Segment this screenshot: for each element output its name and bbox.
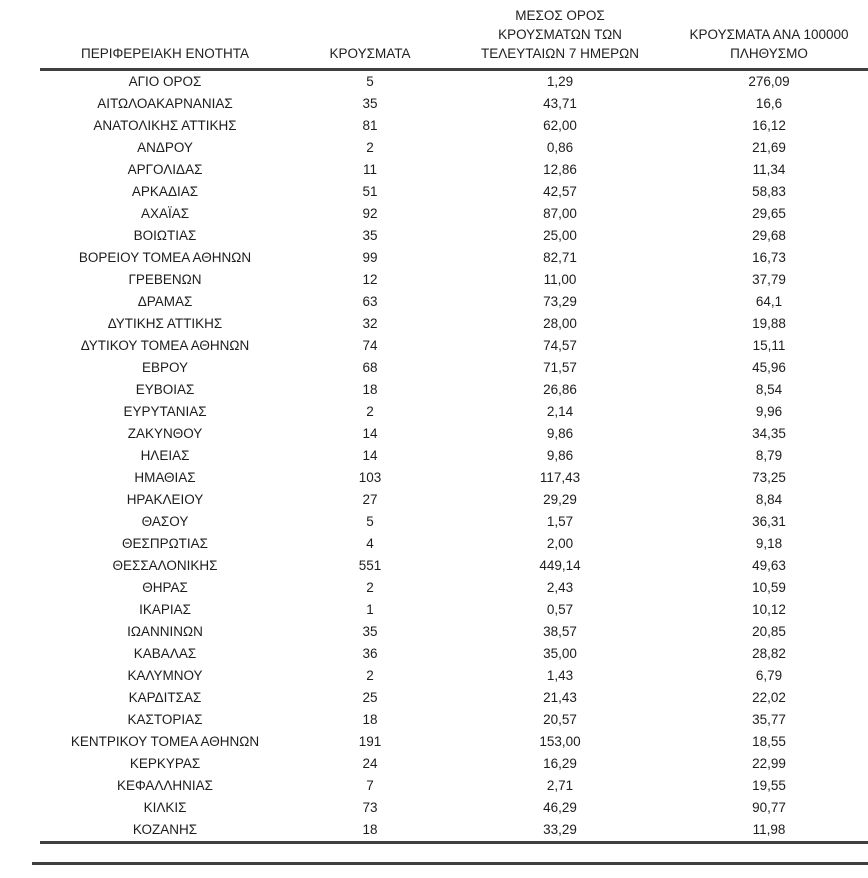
avg7-cell: 73,29 [543, 294, 577, 309]
per100k-cell: 18,55 [752, 734, 786, 749]
table-row [40, 731, 868, 753]
col-header-avg7 [450, 6, 670, 70]
col-header-per100k [670, 6, 868, 70]
col-header-avg7-line2: ΚΡΟΥΣΜΑΤΩΝ ΤΩΝ [498, 27, 622, 42]
avg7-cell: 71,57 [543, 360, 577, 375]
col-header-avg7-line1: ΜΕΣΟΣ ΟΡΟΣ [515, 8, 605, 23]
avg7-cell: 20,57 [543, 712, 577, 727]
avg7-cell: 449,14 [539, 558, 581, 573]
per100k-cell: 58,83 [752, 184, 786, 199]
table-row [40, 357, 868, 379]
table-row [40, 291, 868, 313]
region-cell: ΘΗΡΑΣ [142, 580, 188, 595]
cases-cell: 7 [366, 778, 374, 793]
per100k-cell: 8,84 [755, 492, 783, 507]
table-row [40, 555, 868, 577]
per100k-cell: 276,09 [748, 74, 790, 89]
avg7-cell: 25,00 [543, 228, 577, 243]
region-cell: ΙΩΑΝΝΙΝΩΝ [127, 624, 203, 639]
cases-cell: 32 [362, 316, 378, 331]
cases-cell: 551 [358, 558, 382, 573]
avg7-cell: 26,86 [543, 382, 577, 397]
per100k-cell: 21,69 [752, 140, 786, 155]
cases-cell: 5 [366, 74, 374, 89]
table-row [40, 181, 868, 203]
avg7-cell: 62,00 [543, 118, 577, 133]
table-row [40, 577, 868, 599]
per100k-cell: 16,73 [752, 250, 786, 265]
region-cell: ΚΑΡΔΙΤΣΑΣ [128, 690, 202, 705]
cases-cell: 36 [362, 646, 378, 661]
cases-cell: 4 [366, 536, 374, 551]
bottom-rule [32, 862, 868, 865]
cases-cell: 12 [362, 272, 378, 287]
per100k-cell: 45,96 [752, 360, 786, 375]
col-header-per100k-line2: ΠΛΗΘΥΣΜΟ [730, 46, 808, 61]
region-cell: ΕΥΒΟΙΑΣ [135, 382, 195, 397]
region-cell: ΕΒΡΟΥ [141, 360, 189, 375]
region-cell: ΑΓΙΟ ΟΡΟΣ [128, 74, 202, 89]
per100k-cell: 20,85 [752, 624, 786, 639]
table-row [40, 401, 868, 423]
region-cell: ΘΕΣΣΑΛΟΝΙΚΗΣ [112, 558, 218, 573]
region-cell: ΗΛΕΙΑΣ [140, 448, 190, 463]
avg7-cell: 82,71 [543, 250, 577, 265]
per100k-cell: 8,54 [755, 382, 783, 397]
avg7-cell: 46,29 [543, 800, 577, 815]
table-row [40, 379, 868, 401]
cases-cell: 35 [362, 228, 378, 243]
avg7-cell: 28,00 [543, 316, 577, 331]
table-row [40, 335, 868, 357]
table-row [40, 203, 868, 225]
region-cell: ΙΚΑΡΙΑΣ [139, 602, 191, 617]
per100k-cell: 9,18 [755, 536, 783, 551]
col-header-region-label: ΠΕΡΙΦΕΡΕΙΑΚΗ ΕΝΟΤΗΤΑ [80, 46, 250, 61]
region-cell: ΚΕΦΑΛΛΗΝΙΑΣ [116, 778, 214, 793]
per100k-cell: 22,02 [752, 690, 786, 705]
region-cell: ΗΡΑΚΛΕΙΟΥ [126, 492, 204, 507]
region-cell: ΔΥΤΙΚΟΥ ΤΟΜΕΑ ΑΘΗΝΩΝ [80, 338, 250, 353]
avg7-cell: 74,57 [543, 338, 577, 353]
cases-cell: 68 [362, 360, 378, 375]
avg7-cell: 87,00 [543, 206, 577, 221]
region-cell: ΑΡΚΑΔΙΑΣ [131, 184, 199, 199]
avg7-cell: 117,43 [539, 470, 581, 485]
cases-cell: 35 [362, 96, 378, 111]
table-row [40, 445, 868, 467]
cases-cell: 24 [362, 756, 378, 771]
col-header-cases [290, 6, 450, 70]
cases-cell: 191 [358, 734, 382, 749]
per100k-cell: 49,63 [752, 558, 786, 573]
per100k-cell: 35,77 [752, 712, 786, 727]
table-row [40, 687, 868, 709]
table-row [40, 489, 868, 511]
per100k-cell: 36,31 [752, 514, 786, 529]
avg7-cell: 0,86 [546, 140, 574, 155]
avg7-cell: 42,57 [543, 184, 577, 199]
table-row [40, 775, 868, 797]
region-cell: ΑΝΑΤΟΛΙΚΗΣ ΑΤΤΙΚΗΣ [93, 118, 237, 133]
cases-cell: 25 [362, 690, 378, 705]
per100k-cell: 11,34 [752, 162, 786, 177]
table-row [40, 709, 868, 731]
table-row [40, 797, 868, 819]
avg7-cell: 2,14 [546, 404, 574, 419]
table-row [40, 115, 868, 137]
col-header-cases-label: ΚΡΟΥΣΜΑΤΑ [329, 46, 411, 61]
cases-cell: 99 [362, 250, 378, 265]
col-header-region [40, 6, 290, 70]
cases-cell: 18 [362, 382, 378, 397]
avg7-cell: 153,00 [539, 734, 581, 749]
table-header [40, 6, 868, 70]
cases-cell: 1 [366, 602, 374, 617]
table-row [40, 665, 868, 687]
region-cell: ΚΑΛΥΜΝΟΥ [127, 668, 203, 683]
avg7-cell: 12,86 [543, 162, 577, 177]
per100k-cell: 64,1 [755, 294, 783, 309]
per100k-cell: 9,96 [755, 404, 783, 419]
table-row [40, 70, 868, 94]
cases-cell: 5 [366, 514, 374, 529]
cases-cell: 11 [362, 162, 377, 177]
avg7-cell: 9,86 [546, 448, 574, 463]
cases-cell: 2 [366, 668, 374, 683]
per100k-cell: 10,59 [752, 580, 786, 595]
avg7-cell: 2,00 [546, 536, 574, 551]
avg7-cell: 9,86 [546, 426, 574, 441]
region-cell: ΑΝΔΡΟΥ [137, 140, 193, 155]
per100k-cell: 28,82 [752, 646, 786, 661]
table-row [40, 819, 868, 843]
table-row [40, 93, 868, 115]
avg7-cell: 43,71 [543, 96, 577, 111]
per100k-cell: 73,25 [752, 470, 786, 485]
per100k-cell: 34,35 [752, 426, 786, 441]
table-row [40, 599, 868, 621]
per100k-cell: 11,98 [670, 819, 868, 843]
cases-cell: 74 [362, 338, 378, 353]
per100k-cell: 6,79 [755, 668, 783, 683]
per100k-cell: 16,12 [752, 118, 786, 133]
table-row [40, 159, 868, 181]
region-cell: ΑΧΑΪΑΣ [140, 206, 190, 221]
cases-cell: 18 [290, 819, 450, 843]
table-row [40, 621, 868, 643]
region-cell: ΖΑΚΥΝΘΟΥ [127, 426, 203, 441]
cases-cell: 81 [362, 118, 378, 133]
region-cell: ΚΕΝΤΡΙΚΟΥ ΤΟΜΕΑ ΑΘΗΝΩΝ [70, 734, 260, 749]
per100k-cell: 19,55 [752, 778, 786, 793]
col-header-avg7-line3: ΤΕΛΕΥΤΑΙΩΝ 7 ΗΜΕΡΩΝ [481, 46, 639, 61]
per100k-cell: 10,12 [752, 602, 786, 617]
per100k-cell: 15,11 [752, 338, 786, 353]
cases-table [40, 6, 868, 844]
col-header-per100k-line1: ΚΡΟΥΣΜΑΤΑ ΑΝΑ 100000 [689, 27, 849, 42]
table-row [40, 313, 868, 335]
region-cell: ΒΟΙΩΤΙΑΣ [133, 228, 197, 243]
region-cell: ΗΜΑΘΙΑΣ [134, 470, 196, 485]
table-row [40, 533, 868, 555]
avg7-cell: 2,43 [546, 580, 574, 595]
region-cell: ΓΡΕΒΕΝΩΝ [128, 272, 202, 287]
region-cell: ΘΑΣΟΥ [141, 514, 189, 529]
header-row [40, 6, 868, 70]
per100k-cell: 8,79 [755, 448, 783, 463]
avg7-cell: 33,29 [450, 819, 670, 843]
region-cell: ΕΥΡΥΤΑΝΙΑΣ [123, 404, 207, 419]
avg7-cell: 38,57 [543, 624, 577, 639]
region-cell: ΚΙΛΚΙΣ [143, 800, 187, 815]
table-body [40, 70, 868, 843]
per100k-cell: 90,77 [752, 800, 786, 815]
table-row [40, 137, 868, 159]
cases-cell: 63 [362, 294, 378, 309]
cases-cell: 103 [358, 470, 382, 485]
table-row [40, 467, 868, 489]
per100k-cell: 29,65 [752, 206, 786, 221]
region-cell: ΚΕΡΚΥΡΑΣ [129, 756, 201, 771]
table-row [40, 225, 868, 247]
cases-cell: 92 [362, 206, 378, 221]
table-row [40, 423, 868, 445]
avg7-cell: 1,57 [546, 514, 574, 529]
avg7-cell: 2,71 [546, 778, 574, 793]
region-cell: ΘΕΣΠΡΩΤΙΑΣ [121, 536, 209, 551]
cases-cell: 14 [362, 426, 378, 441]
table-row [40, 753, 868, 775]
avg7-cell: 1,43 [546, 668, 574, 683]
cases-cell: 35 [362, 624, 378, 639]
region-cell: ΒΟΡΕΙΟΥ ΤΟΜΕΑ ΑΘΗΝΩΝ [78, 250, 252, 265]
per100k-cell: 19,88 [752, 316, 786, 331]
cases-cell: 2 [366, 580, 374, 595]
table-row [40, 247, 868, 269]
cases-cell: 73 [362, 800, 378, 815]
per100k-cell: 16,6 [755, 96, 783, 111]
region-cell: ΔΡΑΜΑΣ [137, 294, 193, 309]
per100k-cell: 37,79 [752, 272, 786, 287]
cases-cell: 2 [366, 404, 374, 419]
table-row [40, 269, 868, 291]
cases-cell: 51 [362, 184, 378, 199]
cases-cell: 14 [362, 448, 378, 463]
region-cell: ΔΥΤΙΚΗΣ ΑΤΤΙΚΗΣ [107, 316, 223, 331]
avg7-cell: 0,57 [546, 602, 574, 617]
avg7-cell: 35,00 [543, 646, 577, 661]
table-row [40, 643, 868, 665]
table-row [40, 511, 868, 533]
region-cell: ΑΙΤΩΛΟΑΚΑΡΝΑΝΙΑΣ [97, 96, 233, 111]
region-cell: ΚΑΣΤΟΡΙΑΣ [127, 712, 203, 727]
avg7-cell: 29,29 [543, 492, 577, 507]
region-cell: ΚΟΖΑΝΗΣ [40, 819, 290, 843]
per100k-cell: 29,68 [752, 228, 786, 243]
avg7-cell: 21,43 [543, 690, 577, 705]
avg7-cell: 11,00 [543, 272, 577, 287]
cases-cell: 18 [362, 712, 378, 727]
region-cell: ΑΡΓΟΛΙΔΑΣ [127, 162, 203, 177]
avg7-cell: 1,29 [546, 74, 574, 89]
cases-cell: 27 [362, 492, 378, 507]
cases-cell: 2 [366, 140, 374, 155]
region-cell: ΚΑΒΑΛΑΣ [133, 646, 197, 661]
avg7-cell: 16,29 [543, 756, 577, 771]
per100k-cell: 22,99 [752, 756, 786, 771]
